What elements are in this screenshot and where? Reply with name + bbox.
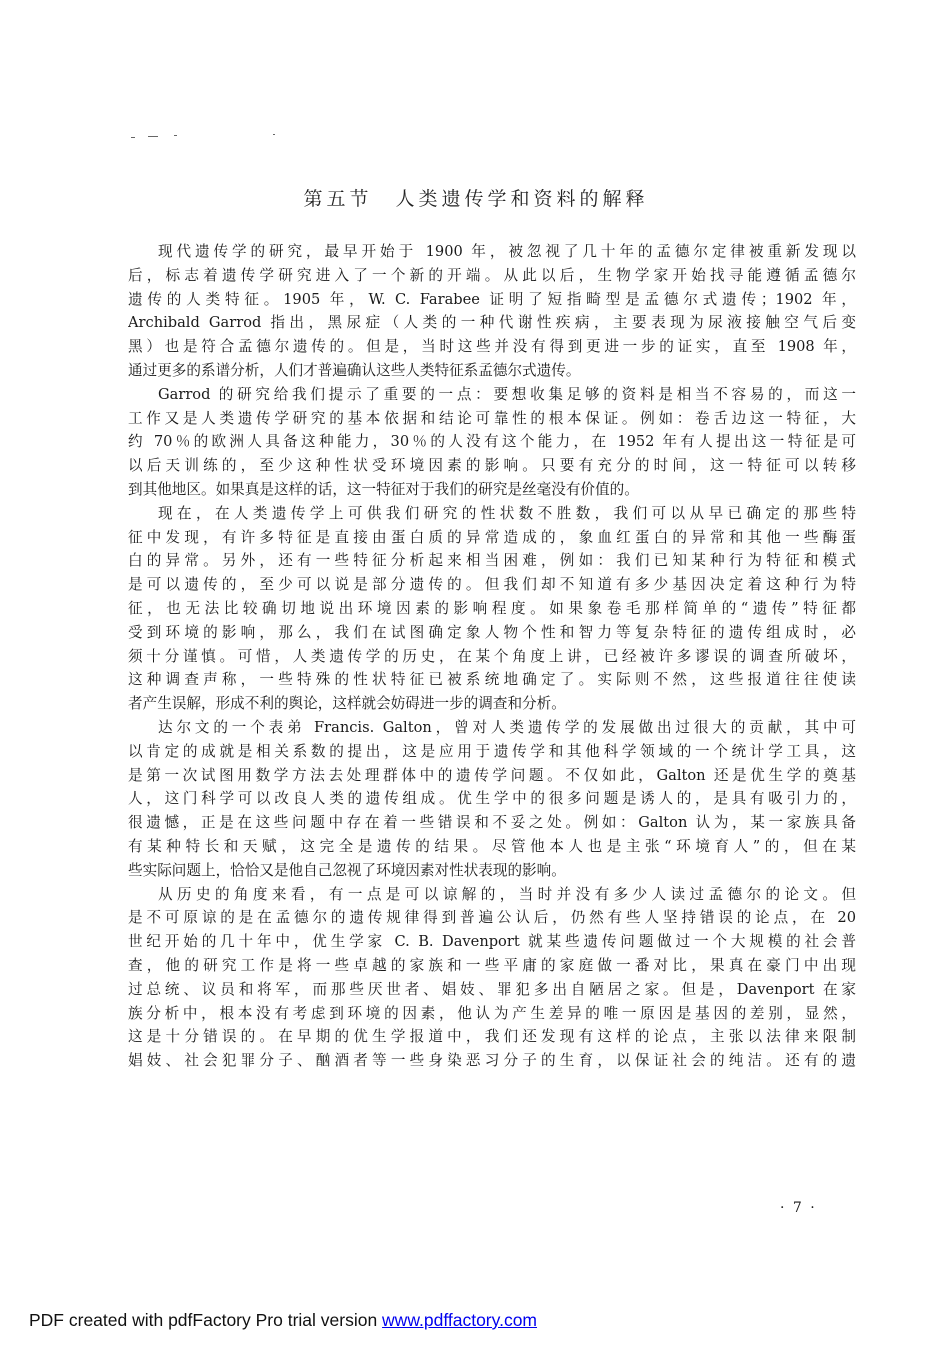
text-line: 达尔文的一个表弟 Francis. Galton，曾对人类遗传学的发展做出过很大的贡献，其中可 (158, 718, 856, 736)
text-line: 须十分谨慎。可惜，人类遗传学的历史，在某个角度上讲，已经被许多谬误的调查所破坏， (128, 647, 856, 665)
section-title: 第五节 人类遗传学和资料的解释 (303, 188, 649, 210)
text-line: 以肯定的成就是相关系数的提出，这是应用于遗传学和其他科学领域的一个统计学工具，这 (128, 742, 856, 760)
text-line: 受到环境的影响，那么，我们在试图确定象人物个性和智力等复杂特征的遗传组成时，必 (128, 623, 856, 641)
paragraph (128, 883, 856, 1073)
paragraph (128, 502, 856, 716)
text-line: 白的异常。另外，还有一些特征分析起来相当困难，例如：我们已知某种行为特征和模式 (128, 552, 856, 570)
paragraph (128, 240, 856, 383)
text-line: 以后天训练的，至少这种性状受环境因素的影响。只要有充分的时间，这一特征可以转移 (128, 457, 856, 475)
scan-speck-1 (131, 137, 135, 138)
footer-text: PDF created with pdfFactory Pro trial version (29, 1310, 383, 1330)
text-line: 这是十分错误的。在早期的优生学报道中，我们还发现有这样的论点，主张以法律来限制 (128, 1028, 856, 1046)
text-line: 这种调查声称，一些特殊的性状特征已被系统地确定了。实际则不然，这些报道往往使读 (128, 671, 856, 689)
pdf-footer (29, 1310, 537, 1331)
page-number: · 7 · (780, 1200, 817, 1216)
text-line: 从历史的角度来看，有一点是可以谅解的，当时并没有多少人读过孟德尔的论文。但 (158, 885, 856, 903)
text-line: Garrod 的研究给我们提示了重要的一点：要想收集足够的资料是相当不容易的，而这一 (158, 385, 856, 403)
text-line: 后，标志着遗传学研究进入了一个新的开端。从此以后，生物学家开始找寻能遵循孟德尔 (128, 266, 856, 284)
text-line: 征，也无法比较确切地说出环境因素的影响程度。如果象卷毛那样简单的“遗传”特征都 (128, 599, 856, 617)
text-line: 者产生误解，形成不利的舆论，这样就会妨碍进一步的调查和分析。 (128, 695, 566, 713)
text-line: 工作又是人类遗传学研究的基本依据和结论可靠性的根本保证。例如：卷舌边这一特征，大 (128, 409, 856, 427)
text-line: 征中发现，有许多特征是直接由蛋白质的异常造成的，象血红蛋白的异常和其他一些酶蛋 (128, 528, 856, 546)
text-line: 过总统、议员和将军，而那些厌世者、娼妓、罪犯多出自陋居之家。但是，Davenport 在家 (128, 980, 856, 998)
text-line: Archibald Garrod 指出，黑尿症（人类的一种代谢性疾病，主要表现为尿液接触空气后变 (128, 314, 856, 332)
text-line: 到其他地区。如果真是这样的话，这一特征对于我们的研究是丝毫没有价值的。 (128, 480, 639, 498)
body-text (128, 240, 856, 1073)
text-line: 约 70％的欧洲人具备这种能力，30％的人没有这个能力，在 1952 年有人提出这一特征是可 (128, 433, 856, 451)
text-line: 黑）也是符合孟德尔遗传的。但是，当时这些并没有得到更进一步的证实，直至 1908 年， (128, 338, 856, 356)
paragraph (128, 716, 856, 883)
text-line: 很遗憾，正是在这些问题中存在着一些错误和不妥之处。例如：Galton 认为，某一家族具备 (128, 814, 856, 832)
text-line: 人，这门科学可以改良人类的遗传组成。优生学中的很多问题是诱人的，是具有吸引力的， (128, 790, 856, 808)
text-line: 族分析中，根本没有考虑到环境的因素，他认为产生差异的唯一原因是基因的差别，显然， (128, 1004, 856, 1022)
text-line: 是不可原谅的是在孟德尔的遗传规律得到普遍公认后，仍然有些人坚持错误的论点，在 20 (128, 909, 856, 927)
text-line: 些实际问题上，恰恰又是他自己忽视了环境因素对性状表现的影响。 (128, 861, 566, 879)
text-line: 现在，在人类遗传学上可供我们研究的性状数不胜数，我们可以从早已确定的那些特 (158, 504, 856, 522)
pdffactory-link[interactable]: www.pdffactory.com (382, 1310, 538, 1330)
scan-speck-3 (174, 135, 177, 136)
paragraph (128, 383, 856, 502)
text-line: 娼妓、社会犯罪分子、酗酒者等一些身染恶习分子的生育，以保证社会的纯洁。还有的遗 (128, 1052, 856, 1070)
text-line: 现代遗传学的研究，最早开始于 1900 年，被忽视了几十年的孟德尔定律被重新发现以 (158, 243, 856, 260)
text-line: 是第一次试图用数学方法去处理群体中的遗传学问题。不仅如此，Galton 还是优生学的奠基 (128, 766, 856, 784)
scan-speck-2 (148, 136, 158, 137)
scan-speck-4 (273, 134, 275, 135)
text-line: 世纪开始的几十年中，优生学家 C. B. Davenport 就某些遗传问题做过一个大规模的社会普 (128, 933, 856, 951)
text-line: 查，他的研究工作是将一些卓越的家族和一些平庸的家庭做一番对比，果真在豪门中出现 (128, 956, 856, 974)
text-line: 遗传的人类特征。1905 年，W. C. Farabee 证明了短指畸型是孟德尔式遗传；1902 年， (128, 290, 856, 308)
text-line: 是可以遗传的，至少可以说是部分遗传的。但我们却不知道有多少基因决定着这种行为特 (128, 576, 856, 594)
text-line: 有某种特长和天赋，这完全是遗传的结果。尽管他本人也是主张“环境育人”的，但在某 (128, 837, 856, 855)
text-line: 通过更多的系谱分析，人们才普遍确认这些人类特征系孟德尔式遗传。 (128, 361, 581, 379)
